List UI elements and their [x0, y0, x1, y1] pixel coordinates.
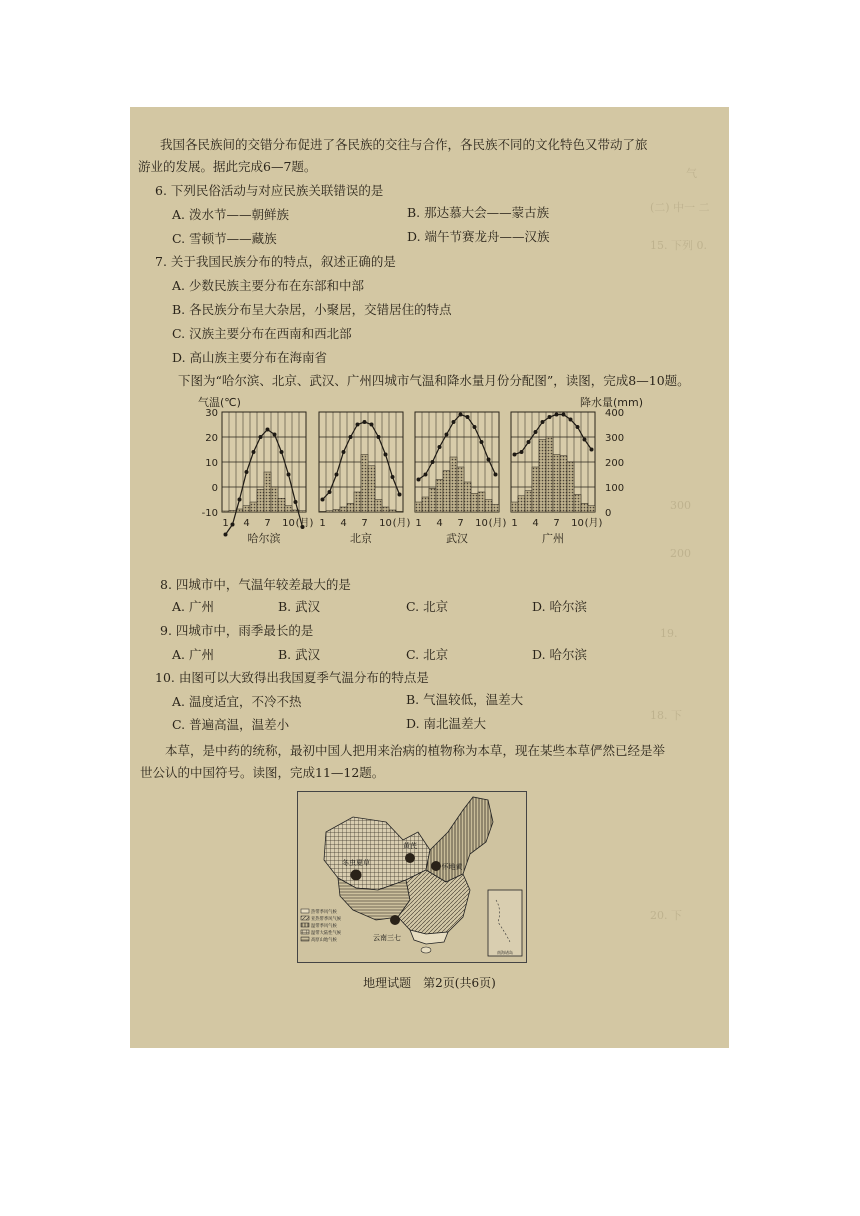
temperature-point	[370, 423, 374, 427]
bleed-through-text: 19.	[660, 627, 678, 640]
temperature-point	[527, 440, 531, 444]
temperature-point	[349, 435, 353, 439]
temperature-point	[424, 473, 428, 477]
precipitation-bar	[457, 467, 464, 512]
month-unit-label: (月)	[392, 518, 411, 529]
temperature-point	[452, 420, 456, 424]
precipitation-bar	[525, 491, 532, 512]
region-subtropical	[398, 870, 470, 934]
precipitation-bar	[511, 502, 518, 512]
temperature-point	[548, 415, 552, 419]
month-tick-label: 4	[340, 518, 347, 529]
climate-panel-3	[415, 412, 506, 545]
temperature-point	[590, 448, 594, 452]
question-7-stem: 7. 关于我国民族分布的特点，叙述正确的是	[155, 254, 396, 269]
intro-8-10: 下图为“哈尔滨、北京、武汉、广州四城市气温和降水量月份分配图”，读图，完成8—10题。	[178, 373, 690, 388]
page-footer: 地理试题 第2页(共6页)	[363, 976, 496, 990]
precipitation-bar	[553, 455, 560, 513]
question-6-option-d: D. 端午节赛龙舟——汉族	[407, 229, 550, 244]
temperature-point	[294, 500, 298, 504]
precipitation-bar	[347, 503, 354, 512]
month-tick-label: 7	[264, 518, 271, 529]
question-9-option-c: C. 北京	[406, 647, 449, 662]
precipitation-bar	[464, 482, 471, 512]
climate-panel-2	[319, 412, 410, 545]
temperature-point	[473, 425, 477, 429]
precipitation-bar	[396, 511, 403, 512]
temperature-point	[363, 420, 367, 424]
precipitation-tick-label: 200	[605, 458, 625, 469]
precipitation-bar	[340, 507, 347, 512]
month-tick-label: 10	[571, 518, 584, 529]
precipitation-bar	[581, 503, 588, 512]
precipitation-bar	[492, 505, 499, 513]
month-tick-label: 10	[282, 518, 295, 529]
temperature-point	[398, 493, 402, 497]
precipitation-bar	[443, 471, 450, 512]
question-8-stem: 8. 四城市中，气温年较差最大的是	[160, 577, 351, 592]
temperature-point	[445, 433, 449, 437]
herb-label-astragalus: 黄芪	[403, 842, 417, 850]
temperature-point	[266, 428, 270, 432]
temperature-point	[377, 435, 381, 439]
temperature-point	[487, 458, 491, 462]
temperature-point	[541, 420, 545, 424]
temperature-point	[342, 450, 346, 454]
precipitation-bar	[567, 462, 574, 512]
intro-11-12-line2: 世公认的中国符号。读图，完成11—12题。	[140, 765, 385, 780]
map-legend	[301, 908, 342, 943]
precipitation-bar	[229, 511, 236, 513]
precipitation-bar	[560, 456, 567, 512]
herb-marker-astragalus	[405, 853, 415, 863]
temperature-point	[280, 450, 284, 454]
temperature-point	[224, 533, 228, 537]
month-unit-label: (月)	[584, 518, 603, 529]
precipitation-bar	[546, 437, 553, 512]
precipitation-bar	[382, 507, 389, 512]
temperature-point	[384, 453, 388, 457]
climate-panel-4	[511, 412, 602, 545]
temperature-point	[480, 440, 484, 444]
temperature-point	[431, 460, 435, 464]
city-name-label: 广州	[542, 532, 564, 545]
temperature-tick-label: 0	[211, 483, 218, 494]
month-tick-label: 1	[319, 518, 326, 529]
herb-marker-rehmannia	[431, 861, 441, 871]
intro-6-7-line2: 游业的发展。据此完成6—7题。	[138, 159, 317, 174]
precipitation-bar	[429, 488, 436, 512]
precipitation-bar	[243, 506, 250, 512]
legend-tropical: 热带季风气候	[311, 910, 337, 915]
china-herb-map	[297, 791, 527, 963]
herb-label-cordyceps: 冬虫夏草	[342, 859, 370, 867]
temperature-point	[356, 423, 360, 427]
month-tick-label: 4	[243, 518, 250, 529]
precipitation-bar	[361, 455, 368, 513]
temperature-tick-label: 30	[205, 408, 218, 419]
bleed-through-text: 20. 下	[650, 909, 682, 922]
legend-temperate-monsoon: 温带季风气候	[311, 924, 337, 929]
precipitation-bar	[257, 490, 264, 513]
month-unit-label: (月)	[295, 518, 314, 529]
precipitation-bar	[326, 511, 333, 512]
temperature-point	[328, 490, 332, 494]
precipitation-bar	[478, 492, 485, 512]
city-name-label: 武汉	[446, 532, 468, 545]
month-tick-label: 4	[532, 518, 539, 529]
month-tick-label: 7	[361, 518, 368, 529]
question-9-option-a: A. 广州	[172, 647, 214, 662]
precipitation-bar	[264, 472, 271, 512]
question-9-stem: 9. 四城市中，雨季最长的是	[160, 623, 314, 638]
map-graphic	[298, 792, 526, 962]
temperature-point	[238, 498, 242, 502]
herb-marker-cordyceps	[351, 870, 362, 881]
temperature-axis-label: 气温(℃)	[198, 396, 241, 409]
bleed-through-text: 15. 下列 0.	[650, 239, 707, 252]
precipitation-bar	[250, 502, 257, 512]
temperature-point	[520, 450, 524, 454]
temperature-point	[583, 438, 587, 442]
question-8-option-b: B. 武汉	[278, 599, 321, 614]
temperature-point	[252, 450, 256, 454]
herb-marker-notoginseng	[390, 915, 400, 925]
temperature-tick-label: 20	[205, 433, 218, 444]
question-7-option-c: C. 汉族主要分布在西南和西北部	[172, 326, 352, 341]
temperature-tick-label: 10	[205, 458, 218, 469]
temperature-point	[321, 498, 325, 502]
temperature-point	[555, 413, 559, 417]
bleed-through-text: 200	[670, 547, 691, 560]
precipitation-bar	[375, 500, 382, 513]
precipitation-bar	[485, 500, 492, 513]
inset-label: 南海诸岛	[497, 950, 513, 955]
precipitation-tick-label: 300	[605, 433, 625, 444]
temperature-point	[466, 415, 470, 419]
question-8-option-d: D. 哈尔滨	[532, 599, 588, 614]
temperature-point	[259, 435, 263, 439]
question-6-option-a: A. 泼水节——朝鲜族	[172, 207, 289, 222]
temperature-point	[562, 413, 566, 417]
temperature-tick-label: -10	[201, 508, 218, 519]
question-9-option-d: D. 哈尔滨	[532, 647, 588, 662]
precipitation-bar	[471, 493, 478, 512]
herb-label-notoginseng: 云南三七	[373, 934, 401, 942]
precipitation-bar	[415, 502, 422, 512]
question-9-option-b: B. 武汉	[278, 647, 321, 662]
temperature-point	[438, 445, 442, 449]
bleed-through-text: 气	[686, 167, 697, 180]
intro-11-12-line1: 本草，是中药的统称，最初中国人把用来治病的植物称为本草，现在某些本草俨然已经是举	[165, 743, 666, 758]
precipitation-bar	[222, 511, 229, 512]
temperature-point	[459, 413, 463, 417]
precipitation-bar	[319, 511, 326, 512]
bleed-through-text: 18. 下	[650, 709, 682, 722]
temperature-point	[245, 470, 249, 474]
question-7-option-a: A. 少数民族主要分布在东部和中部	[172, 278, 364, 293]
precipitation-tick-label: 400	[605, 408, 625, 419]
question-10-option-d: D. 南北温差大	[406, 716, 487, 731]
temperature-point	[417, 478, 421, 482]
precipitation-bar	[333, 510, 340, 513]
question-8-option-a: A. 广州	[172, 599, 214, 614]
month-unit-label: (月)	[488, 518, 507, 529]
precipitation-bar	[354, 492, 361, 512]
question-10-stem: 10. 由图可以大致得出我国夏季气温分布的特点是	[155, 670, 429, 685]
temperature-point	[534, 430, 538, 434]
exam-page	[130, 107, 729, 1048]
precipitation-bar	[299, 511, 306, 512]
climate-panel-1	[222, 412, 313, 545]
precipitation-tick-label: 0	[605, 508, 612, 519]
precipitation-bar	[518, 496, 525, 512]
hainan-island	[421, 947, 431, 953]
question-7-option-b: B. 各民族分布呈大杂居，小聚居，交错居住的特点	[172, 302, 452, 317]
legend-continental: 温带大陆性气候	[311, 931, 342, 936]
city-name-label: 北京	[350, 532, 372, 545]
precipitation-tick-label: 100	[605, 483, 625, 494]
question-6-option-c: C. 雪顿节——藏族	[172, 231, 277, 246]
month-tick-label: 10	[475, 518, 488, 529]
temperature-point	[273, 433, 277, 437]
temperature-point	[494, 473, 498, 477]
question-8-option-c: C. 北京	[406, 599, 449, 614]
city-name-label: 哈尔滨	[247, 532, 281, 545]
precipitation-bar	[271, 487, 278, 512]
south-china-sea-inset	[488, 890, 522, 956]
climate-charts	[130, 392, 729, 572]
question-10-option-c: C. 普遍高温，温差小	[172, 717, 290, 732]
precipitation-axis-label: 降水量(mm)	[580, 396, 644, 409]
month-tick-label: 10	[379, 518, 392, 529]
question-6-stem: 6. 下列民俗活动与对应民族关联错误的是	[155, 183, 384, 198]
precipitation-bar	[368, 466, 375, 512]
precipitation-bar	[588, 506, 595, 512]
question-10-option-b: B. 气温较低，温差大	[406, 692, 524, 707]
temperature-point	[335, 473, 339, 477]
precipitation-bar	[539, 440, 546, 513]
precipitation-bar	[450, 457, 457, 512]
precipitation-bar	[278, 498, 285, 512]
month-tick-label: 4	[436, 518, 443, 529]
question-7-option-d: D. 高山族主要分布在海南省	[172, 350, 328, 365]
precipitation-bar	[574, 495, 581, 513]
temperature-point	[576, 425, 580, 429]
question-6-option-b: B. 那达慕大会——蒙古族	[407, 205, 550, 220]
intro-6-7-line1: 我国各民族间的交错分布促进了各民族的交往与合作，各民族不同的文化特色又带动了旅	[160, 137, 648, 152]
month-tick-label: 1	[222, 518, 229, 529]
precipitation-bar	[436, 480, 443, 513]
precipitation-bar	[532, 467, 539, 512]
month-tick-label: 1	[511, 518, 518, 529]
precipitation-bar	[389, 510, 396, 512]
temperature-point	[513, 453, 517, 457]
month-tick-label: 7	[457, 518, 464, 529]
legend-plateau: 高原山地气候	[311, 938, 337, 943]
question-10-option-a: A. 温度适宜，不冷不热	[172, 694, 302, 709]
temperature-point	[391, 475, 395, 479]
temperature-point	[287, 473, 291, 477]
temperature-point	[569, 418, 573, 422]
month-tick-label: 1	[415, 518, 422, 529]
bleed-through-text: (二) 中一 二	[650, 201, 710, 214]
legend-subtropical: 亚热带季风气候	[311, 917, 342, 922]
precipitation-bar	[422, 497, 429, 512]
month-tick-label: 7	[553, 518, 560, 529]
temperature-point	[231, 523, 235, 527]
herb-label-rehmannia: 怀地黄	[441, 863, 463, 871]
bleed-through-text: 300	[670, 499, 691, 512]
precipitation-bar	[285, 506, 292, 512]
